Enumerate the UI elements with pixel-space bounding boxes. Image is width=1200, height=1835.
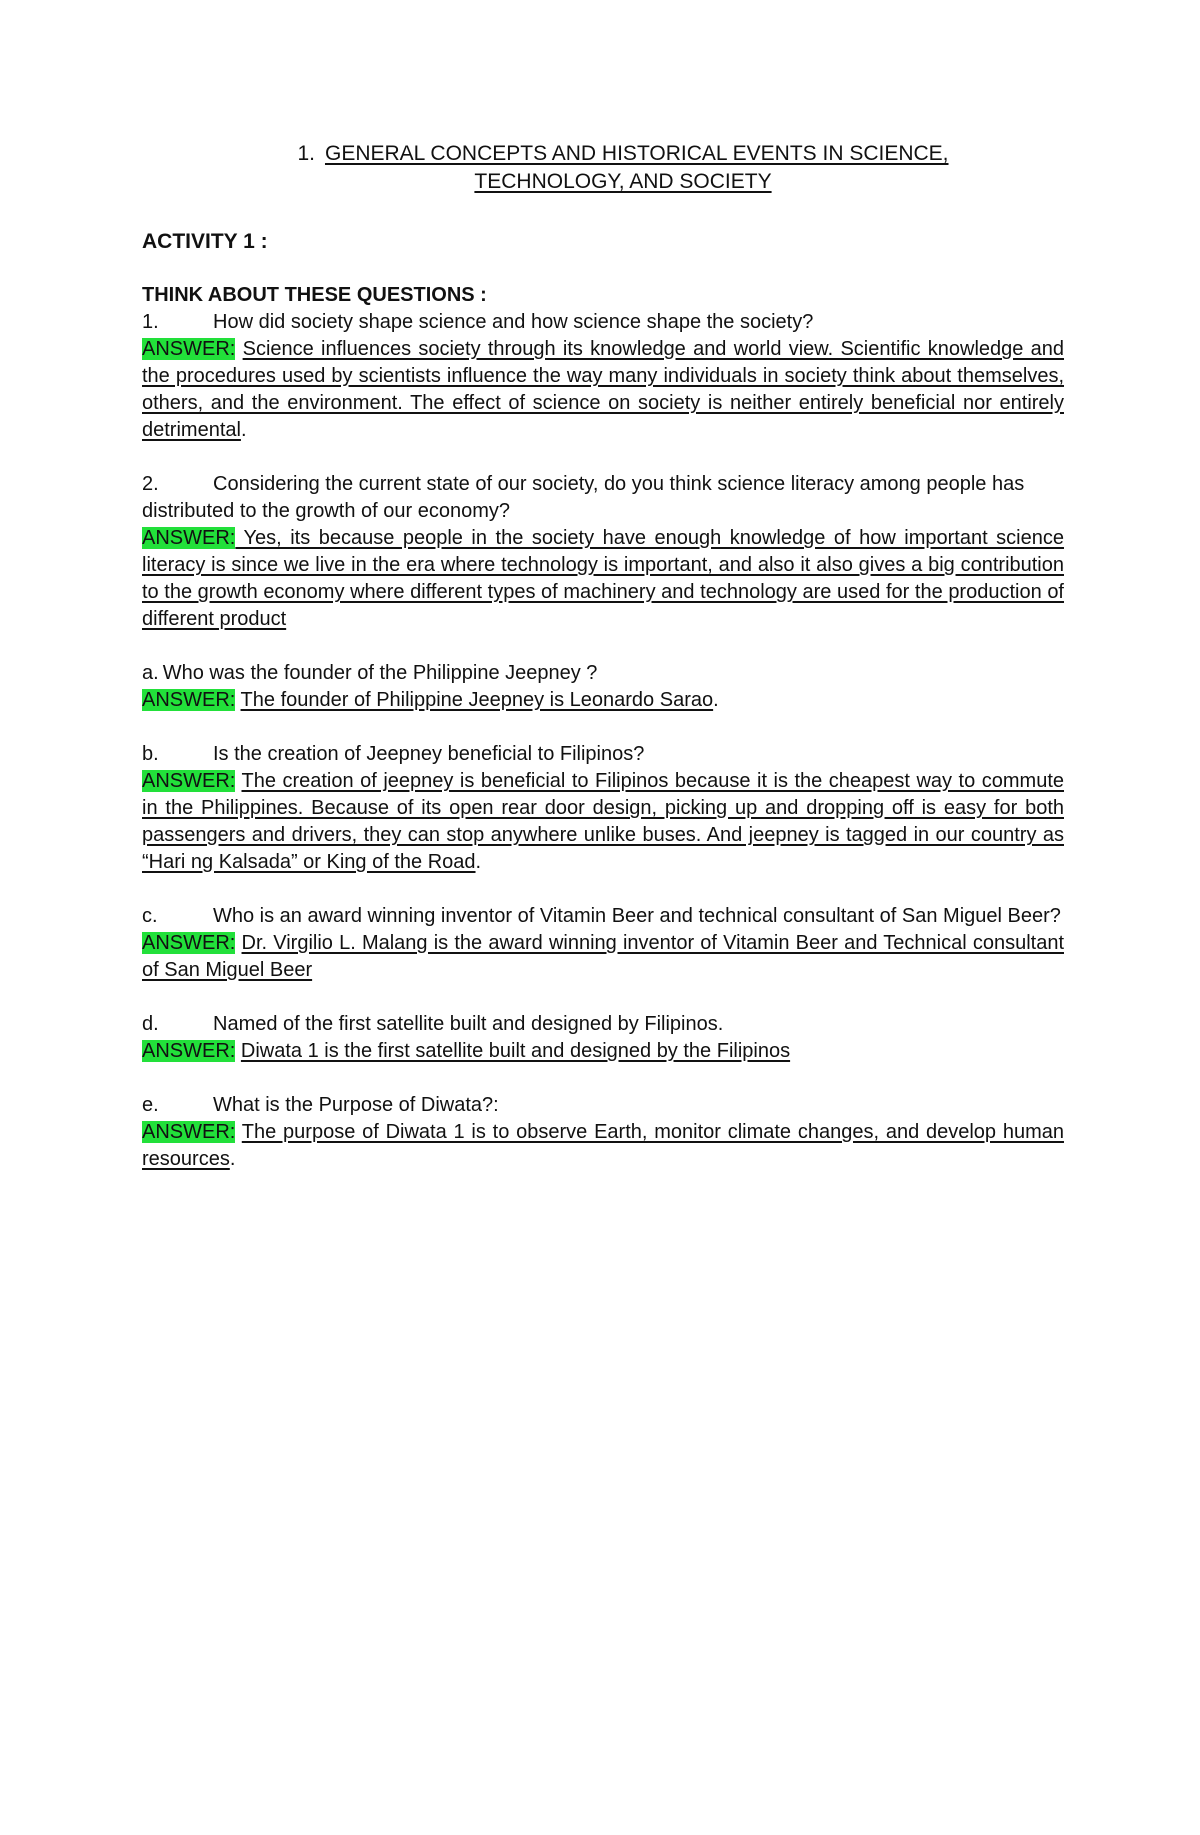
heading-number: 1.: [297, 142, 315, 165]
answer-tag: ANSWER:: [142, 689, 236, 711]
question-label: b.: [142, 743, 159, 765]
question-body: Considering the current state of our society, do you think science literacy among people has distributed to the growth of our economy?: [142, 473, 1025, 522]
question-block: [142, 741, 1064, 876]
question-label: a.: [142, 662, 159, 684]
question-body: How did society shape science and how science shape the society?: [213, 311, 814, 333]
answer-paragraph: [142, 768, 1064, 876]
heading-text-2: TECHNOLOGY, AND SOCIETY: [474, 170, 772, 193]
question-label: e.: [142, 1094, 159, 1116]
question-text: [142, 903, 1064, 930]
question-text: [142, 1011, 1064, 1038]
answer-tag: ANSWER:: [142, 527, 236, 549]
answer-text: The founder of Philippine Jeepney is Leonardo Sarao: [240, 689, 714, 711]
question-text: [142, 471, 1064, 525]
activity-title: ACTIVITY 1 :: [142, 230, 268, 253]
question-body: Who was the founder of the Philippine Jeepney ?: [162, 662, 598, 684]
question-block: [142, 309, 1064, 444]
section-title: THINK ABOUT THESE QUESTIONS :: [142, 284, 487, 306]
answer-text: Science influences society through its knowledge and world view. Scientific knowledge and the procedures used by scientists influence the way many individuals in society think about themselves, others, and the environment. The effect of science on society is neither entirely beneficial nor entirely detrimental: [142, 338, 1065, 441]
answer-text: The creation of jeepney is beneficial to Filipinos because it is the cheapest way to commute in the Philippines. Because of its open rear door design, picking up and dropping off is easy for both passengers and drivers, they can stop anywhere unlike buses. And jeepney is tagged in our country as “Hari ng Kalsada” or King of the Road: [142, 770, 1064, 873]
question-block: [142, 903, 1064, 984]
question-text: [142, 309, 1064, 336]
question-body: What is the Purpose of Diwata?:: [213, 1094, 499, 1116]
answer-tail: .: [240, 419, 247, 441]
document-heading: [182, 140, 1064, 196]
question-label: d.: [142, 1013, 159, 1035]
question-block: [142, 660, 1064, 714]
answer-text: The purpose of Diwata 1 is to observe Earth, monitor climate changes, and develop human resources: [142, 1121, 1064, 1170]
heading-line-1: [182, 140, 1064, 168]
answer-paragraph: [142, 1038, 1064, 1065]
answer-paragraph: [142, 525, 1064, 633]
question-body: Named of the first satellite built and designed by Filipinos.: [213, 1013, 724, 1035]
question-label: 1.: [142, 311, 159, 333]
answer-tail: .: [475, 851, 482, 873]
answer-tag: ANSWER:: [142, 770, 236, 792]
answer-text: Dr. Virgilio L. Malang is the award winning inventor of Vitamin Beer and Technical consultant of San Miguel Beer: [142, 932, 1064, 981]
question-body: Is the creation of Jeepney beneficial to Filipinos?: [213, 743, 645, 765]
answer-paragraph: [142, 1119, 1064, 1173]
answer-tag: ANSWER:: [142, 1121, 236, 1143]
answer-tail: .: [229, 1148, 236, 1170]
answer-paragraph: [142, 336, 1064, 444]
document-page: [142, 140, 1064, 1173]
answer-tag: ANSWER:: [142, 338, 236, 360]
answer-text: Diwata 1 is the first satellite built and designed by the Filipinos: [240, 1040, 791, 1062]
answer-paragraph: [142, 687, 1064, 714]
answer-tag: ANSWER:: [142, 932, 236, 954]
question-text: [142, 1092, 1064, 1119]
answer-text: Yes, its because people in the society have enough knowledge of how important science literacy is since we live in the era where technology is important, and also it also gives a big contribution to the growth economy where different types of machinery and technology are used for the production of different product: [142, 527, 1064, 630]
heading-line-2: [182, 168, 1064, 196]
answer-tag: ANSWER:: [142, 1040, 236, 1062]
heading-text-1: GENERAL CONCEPTS AND HISTORICAL EVENTS IN SCIENCE,: [324, 142, 949, 165]
question-text: [142, 660, 1064, 687]
question-body: Who is an award winning inventor of Vitamin Beer and technical consultant of San Miguel Beer?: [213, 905, 1061, 927]
question-label: c.: [142, 905, 158, 927]
answer-paragraph: [142, 930, 1064, 984]
question-text: [142, 741, 1064, 768]
question-block: [142, 1011, 1064, 1065]
question-block: [142, 1092, 1064, 1173]
question-block: [142, 471, 1064, 633]
question-label: 2.: [142, 473, 159, 495]
answer-tail: .: [713, 689, 719, 711]
